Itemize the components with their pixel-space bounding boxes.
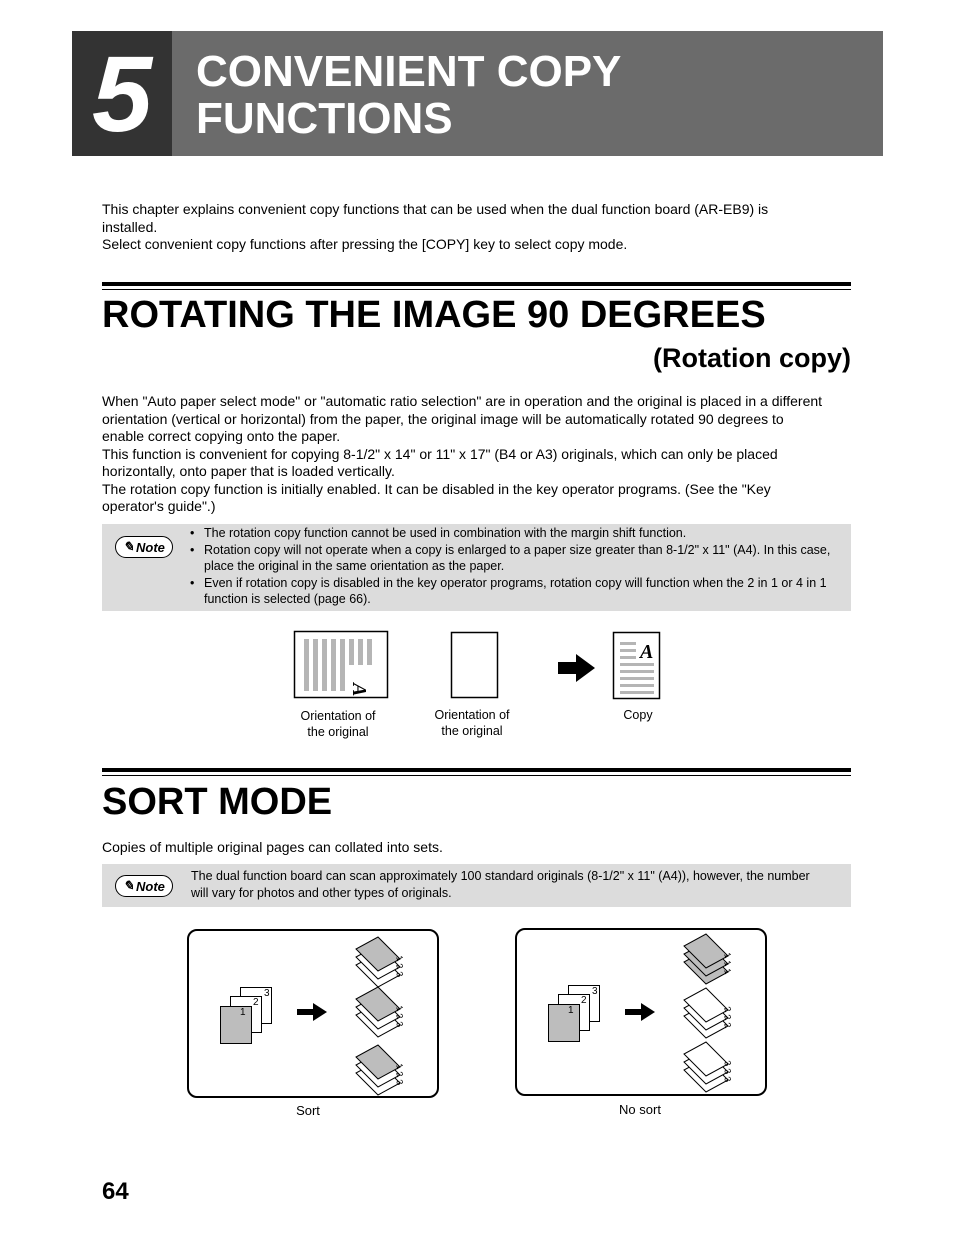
note-pencil-icon: ✎ bbox=[123, 878, 134, 893]
page-label: 2 bbox=[722, 1005, 734, 1014]
paragraph-line: The rotation copy function is initially enabled. It can be disabled in the key operator programs. (See the "Key bbox=[102, 480, 771, 497]
page-label: 1 bbox=[394, 1004, 406, 1013]
rotation-title: ROTATING THE IMAGE 90 DEGREES bbox=[102, 294, 766, 336]
sort-note-box bbox=[102, 864, 851, 907]
rotation-illustration bbox=[290, 628, 670, 704]
rotation-paragraph bbox=[102, 393, 822, 516]
copy-glyph: A bbox=[640, 641, 654, 663]
unsorted-stack-icon bbox=[684, 934, 728, 1092]
caption-copy: Copy bbox=[623, 708, 653, 722]
original-vertical-icon bbox=[452, 633, 498, 698]
original-horizontal-icon bbox=[295, 632, 388, 698]
copy-result-icon bbox=[614, 633, 660, 699]
page-label: 3 bbox=[264, 988, 270, 999]
note-label: Note bbox=[136, 539, 165, 555]
sort-title: SORT MODE bbox=[102, 781, 333, 823]
caption-sort: Sort bbox=[296, 1103, 320, 1118]
caption-original-vertical bbox=[422, 707, 522, 739]
page-label: 3 bbox=[394, 1078, 406, 1087]
page-label: 2 bbox=[394, 1070, 406, 1079]
rotation-subtitle: (Rotation copy) bbox=[653, 343, 851, 373]
rotation-note-box bbox=[102, 524, 851, 611]
page-label: 1 bbox=[394, 1062, 406, 1071]
page-label: 3 bbox=[722, 1067, 734, 1076]
intro-line: installed. bbox=[102, 218, 158, 235]
page-label: 2 bbox=[394, 1012, 406, 1021]
note-badge bbox=[115, 536, 173, 558]
paragraph-line: operator's guide".) bbox=[102, 498, 216, 514]
arrow-right-icon bbox=[558, 654, 595, 682]
sort-paragraph: Copies of multiple original pages can collated into sets. bbox=[102, 839, 443, 855]
caption-line: the original bbox=[307, 725, 369, 739]
unsorted-page-labels bbox=[722, 951, 733, 1083]
note-item: • The rotation copy function cannot be used in combination with the margin shift function. bbox=[190, 525, 842, 542]
section-rule bbox=[102, 289, 851, 291]
caption-line: Orientation of bbox=[434, 708, 510, 722]
note-item: • Rotation copy will not operate when a copy is enlarged to a paper size greater than 8-1/2" x 11" (A4). In this case, place the original in the same orientation as the paper. bbox=[190, 542, 842, 575]
paragraph-line: orientation (vertical or horizontal) from the paper, the original image will be automatically rotated 90 degrees to bbox=[102, 410, 784, 427]
page-number: 64 bbox=[102, 1178, 129, 1205]
intro-line: This chapter explains convenient copy functions that can be used when the dual function board (AR-EB9) is bbox=[102, 201, 769, 217]
intro-line: Select convenient copy functions after pressing the [COPY] key to select copy mode. bbox=[102, 236, 628, 252]
original-stack-icon bbox=[549, 986, 600, 1042]
chapter-title bbox=[196, 48, 621, 142]
page-label: 3 bbox=[722, 1059, 734, 1068]
paragraph-line: When "Auto paper select mode" or "automatic ratio selection" are in operation and the original is placed in a different bbox=[102, 393, 823, 409]
caption-line: Orientation of bbox=[300, 709, 376, 723]
page-label: 3 bbox=[592, 986, 598, 997]
page-label: 1 bbox=[722, 967, 734, 976]
note-line: The dual function board can scan approximately 100 standard originals (8-1/2" x 11" (A4)), however, the number bbox=[191, 869, 810, 883]
rotation-note-list bbox=[190, 525, 842, 608]
intro-text bbox=[102, 201, 768, 254]
note-pencil-icon: ✎ bbox=[123, 539, 134, 554]
page-label: 3 bbox=[722, 1075, 734, 1084]
page-label: 1 bbox=[568, 1005, 574, 1016]
nosort-diagram bbox=[515, 928, 767, 1096]
arrow-right-icon bbox=[297, 1003, 327, 1021]
note-badge bbox=[115, 875, 173, 897]
section-rule bbox=[102, 775, 851, 777]
page-label: 2 bbox=[581, 995, 587, 1006]
chapter-title-line2: FUNCTIONS bbox=[196, 94, 453, 143]
note-item: • Even if rotation copy is disabled in the key operator programs, rotation copy will function when the 2 in 1 or 4 in 1 function is selected (page 66). bbox=[190, 575, 842, 608]
page-label: 2 bbox=[394, 962, 406, 971]
sort-diagram bbox=[187, 929, 439, 1098]
page-label: 1 bbox=[394, 954, 406, 963]
note-line: will vary for photos and other types of originals. bbox=[191, 885, 452, 900]
caption-original-horizontal bbox=[288, 708, 388, 740]
page-label: 2 bbox=[722, 1021, 734, 1030]
caption-nosort: No sort bbox=[619, 1102, 661, 1117]
page-label: 1 bbox=[722, 959, 734, 968]
page-label: 1 bbox=[240, 1007, 246, 1018]
page-label: 3 bbox=[394, 1020, 406, 1029]
paragraph-line: horizontally, onto paper that is loaded vertically. bbox=[102, 463, 395, 479]
page-label: 3 bbox=[394, 970, 406, 979]
page-label: 2 bbox=[253, 997, 259, 1008]
section-rule bbox=[102, 282, 851, 286]
sort-note-text bbox=[191, 868, 810, 901]
page-label: 1 bbox=[722, 951, 734, 960]
paragraph-line: This function is convenient for copying 8-1/2" x 14" or 11" x 17" (B4 or A3) originals, which can only be placed bbox=[102, 445, 778, 462]
arrow-right-icon bbox=[625, 1003, 655, 1021]
rotated-glyph: A bbox=[348, 683, 370, 697]
sorted-sets-icon bbox=[356, 937, 400, 1095]
caption-line: the original bbox=[441, 724, 503, 738]
chapter-title-line1: CONVENIENT COPY bbox=[196, 47, 622, 96]
page-label: 2 bbox=[722, 1013, 734, 1022]
paragraph-line: enable correct copying onto the paper. bbox=[102, 428, 341, 444]
section-rule bbox=[102, 768, 851, 772]
original-stack-icon bbox=[221, 988, 272, 1044]
note-label: Note bbox=[136, 878, 165, 894]
chapter-number: 5 bbox=[91, 33, 153, 154]
